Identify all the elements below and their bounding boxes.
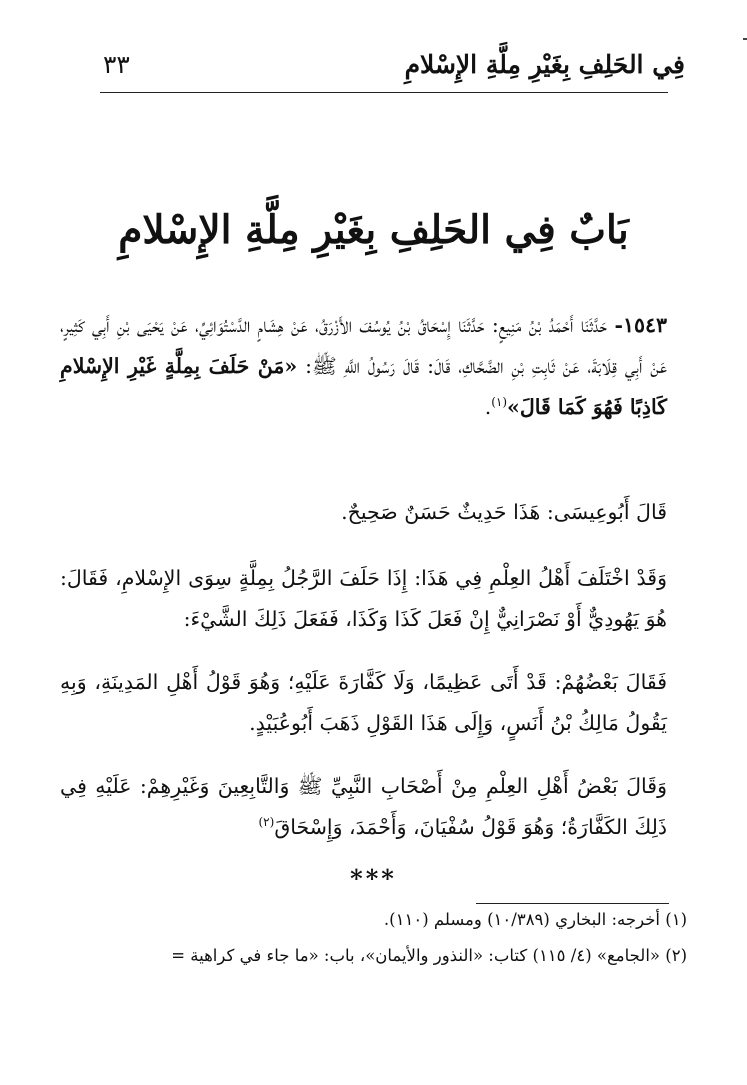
hadith-end: .	[484, 395, 492, 419]
scholars-paragraph: وَقَدْ اخْتَلَفَ أَهْلُ العِلْمِ فِي هَذَا: إِذَا حَلَفَ الرَّجُلُ بِمِلَّةٍ سِوَى الإِسْلامِ، فَقَالَ: هُوَ يَهُودِيٌّ أَوْ نَصْرَانِيٌّ إِنْ فَعَلَ كَذَا وَكَذَا، فَفَعَلَ ذَلِكَ الشَّيْءَ:	[60, 566, 667, 631]
chapter-title: بَابٌ فِي الحَلِفِ بِغَيْرِ مِلَّةِ الإِسْلامِ	[118, 207, 629, 253]
footnote-2: (٢) «الجامع» (٤/ ١١٥) كتاب: «النذور والأيمان»، باب: «ما جاء في كراهية =	[171, 946, 687, 965]
running-header-title: فِي الحَلِفِ بِغَيْرِ مِلَّةِ الإِسْلامِ	[404, 50, 685, 79]
opinion-paragraph: فَقَالَ بَعْضُهُمْ: قَدْ أَتَى عَظِيمًا، وَلَا كَفَّارَةَ عَلَيْهِ؛ وَهُوَ قَوْلُ أَهْلِ المَدِينَةِ، وَبِهِ يَقُولُ مَالِكُ بْنُ أَنَسٍ، وَإِلَى هَذَا القَوْلِ ذَهَبَ أَبُوعُبَيْدٍ.	[60, 670, 667, 735]
footnote-ref-1[interactable]: (١)	[491, 395, 508, 410]
footnote-1: (١) أخرجه: البخاري (١٠/٣٨٩) ومسلم (١١٠).	[383, 910, 687, 929]
page-number: ٣٣	[103, 50, 130, 79]
hadith-chain: حَدَّثَنَا أَحْمَدُ بْنُ مَنِيعٍ: حَدَّثَنَا إِسْحَاقُ بْنُ يُوسُفَ الأَزْرَقُ، عَنْ هِشَامٍ الدَّسْتُوَائِيِّ، عَنْ يَحْيَى بْنِ أَبِي كَثِيرٍ، عَنْ أَبِي قِلَابَةَ، عَنْ ثَابِتِ بْنِ الضَّحَّاكِ، قَالَ: قَالَ رَسُولُ اللَّهِ ﷺ:	[60, 313, 667, 378]
header-rule	[100, 92, 668, 93]
footnote-ref-2[interactable]: (٢)	[258, 815, 275, 830]
page-edge-mark	[743, 38, 747, 40]
footnote-rule	[476, 903, 669, 904]
hadith-quote: «مَنْ حَلَفَ بِمِلَّةٍ غَيْرِ الإِسْلامِ كَاذِبًا فَهُوَ كَمَا قَالَ»	[60, 354, 667, 419]
others-paragraph	[60, 766, 667, 848]
others-text: وَقَالَ بَعْضُ أَهْلِ العِلْمِ مِنْ أَصْحَابِ النَّبِيِّ ﷺ وَالتَّابِعِينَ وَغَيْرِهِمْ: عَلَيْهِ فِي ذَلِكَ الكَفَّارَةُ؛ وَهُوَ قَوْلُ سُفْيَانَ، وَأَحْمَدَ، وَإِسْحَاقَ	[60, 774, 667, 839]
hadith-paragraph	[60, 305, 667, 428]
grade-paragraph: قَالَ أَبُوعِيسَى: هَذَا حَدِيثٌ حَسَنٌ صَحِيحٌ.	[341, 500, 667, 524]
hadith-number: ١٥٤٣-	[614, 313, 667, 337]
section-separator: ***	[350, 864, 397, 893]
